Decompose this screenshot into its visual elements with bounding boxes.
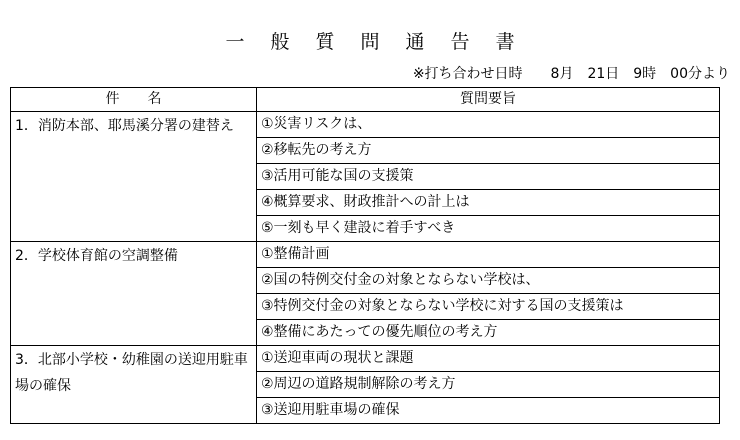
question-point: ①災害リスクは、 — [257, 112, 720, 138]
question-point: ③送迎用駐車場の確保 — [257, 398, 720, 424]
table-row — [11, 242, 720, 268]
question-point: ①整備計画 — [257, 242, 720, 268]
subject-column-header: 件 名 — [11, 88, 257, 112]
subject-label: 2．学校体育館の空調整備 — [15, 248, 178, 264]
question-point: ⑤一刻も早く建設に着手すべき — [257, 216, 720, 242]
meeting-datetime-note: ※打ち合わせ日時 8月 21日 9時 00分より — [412, 66, 730, 82]
question-point: ②周辺の道路規制解除の考え方 — [257, 372, 720, 398]
question-point: ③活用可能な国の支援策 — [257, 164, 720, 190]
question-point: ①送迎車両の現状と課題 — [257, 346, 720, 372]
table-row — [11, 112, 720, 138]
table-row — [11, 346, 720, 372]
question-point: ②移転先の考え方 — [257, 138, 720, 164]
question-point: ④整備にあたっての優先順位の考え方 — [257, 320, 720, 346]
subject-cell — [11, 346, 257, 424]
subject-label: 1．消防本部、耶馬溪分署の建替え — [15, 118, 234, 134]
subject-label: 3．北部小学校・幼稚園の送迎用駐車場の確保 — [15, 352, 248, 394]
table-header-row — [11, 88, 720, 112]
subject-cell — [11, 112, 257, 242]
inquiry-table — [10, 87, 720, 424]
question-point: ③特例交付金の対象とならない学校に対する国の支援策は — [257, 294, 720, 320]
document-title: 一般質問通告書 — [225, 31, 541, 53]
points-column-header: 質問要旨 — [257, 88, 720, 112]
question-point: ④概算要求、財政推計への計上は — [257, 190, 720, 216]
question-point: ②国の特例交付金の対象とならない学校は、 — [257, 268, 720, 294]
subject-cell — [11, 242, 257, 346]
